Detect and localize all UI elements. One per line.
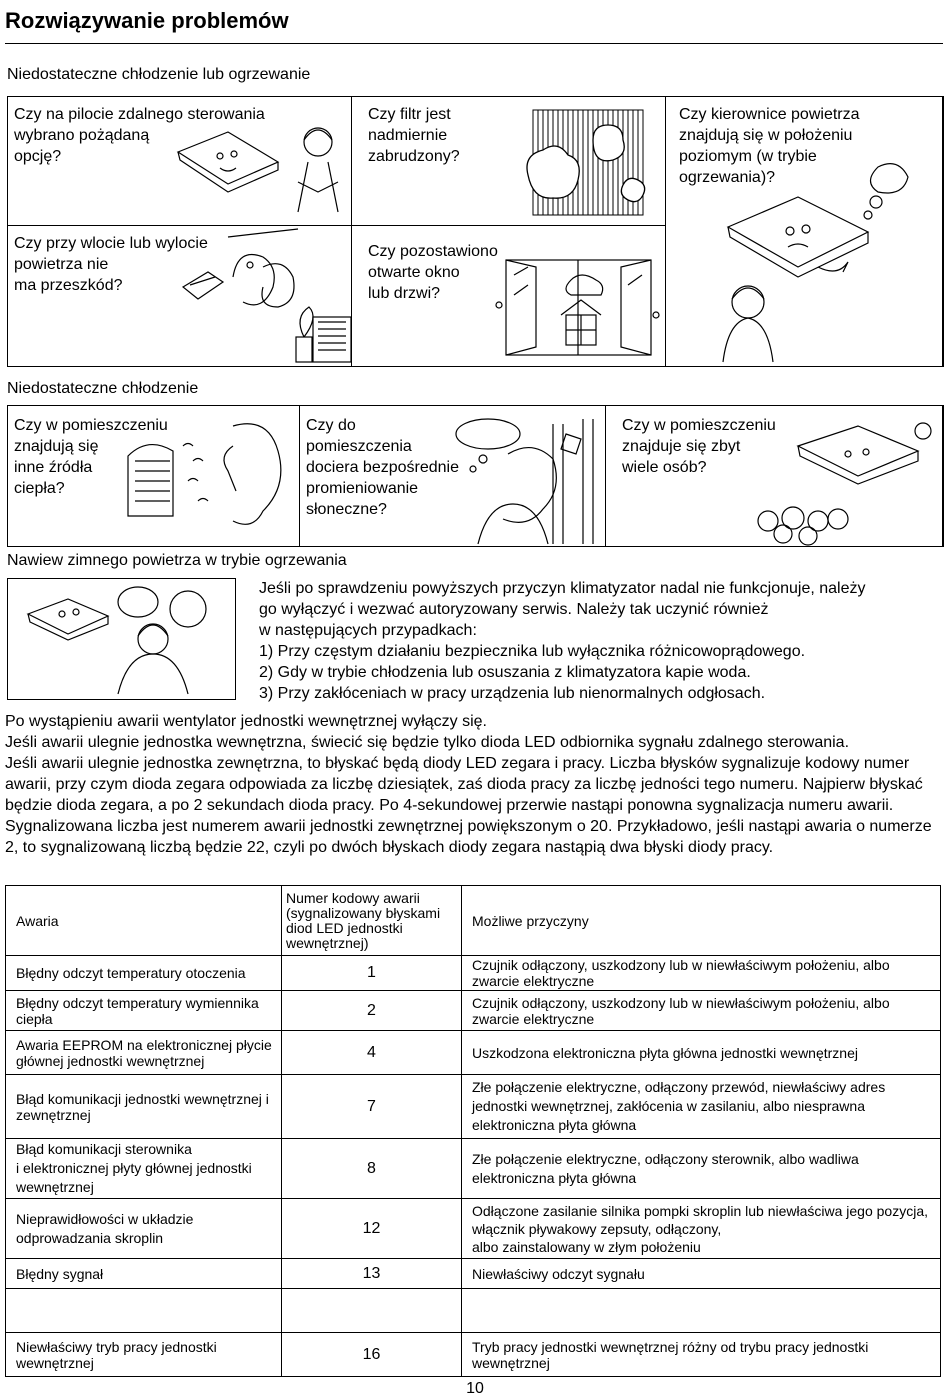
question-sunlight: Czy do pomieszczenia dociera bezpośrednie promieniowanie słoneczne? [306, 417, 459, 518]
code-cell: 1 [282, 956, 462, 991]
code-cell: 8 [282, 1139, 462, 1199]
code-cell: 13 [282, 1259, 462, 1289]
page-number: 10 [466, 1380, 484, 1397]
obstruction-illustration [178, 237, 353, 367]
code-cell: 4 [282, 1031, 462, 1075]
header-fault: Awaria [6, 886, 282, 956]
table-row [6, 1139, 941, 1199]
fault-cell: Niewłaściwy tryb pracy jednostki wewnętrznej [6, 1333, 282, 1377]
service-instructions [259, 578, 949, 704]
cause-cell: Odłączone zasilanie silnika pompki skroplin lub niewłaściwa jego pozycja, włącznik pływakowy zepsuty, odłączony, albo zainstalowany w złym położeniu [462, 1199, 941, 1259]
fault-cell: Błąd komunikacji sterownika i elektronicznej płyty głównej jednostki wewnętrznej [6, 1139, 282, 1199]
crowd-illustration [738, 426, 938, 546]
question-window: Czy pozostawiono otwarte okno lub drzwi? [368, 243, 498, 302]
section-heading-cold-air-heating: Nawiew zimnego powietrza w trybie ogrzewania [7, 552, 347, 569]
remote-person-illustration [168, 112, 348, 222]
fault-cell: Błędny sygnał [6, 1259, 282, 1289]
header-code: Numer kodowy awarii (sygnalizowany błyskami diod LED jednostki wewnętrznej) [282, 886, 462, 956]
troubleshoot-grid-2 [7, 405, 943, 547]
fault-cell: Awaria EEPROM na elektronicznej płycie głównej jednostki wewnętrznej [6, 1031, 282, 1075]
fault-cell [6, 1289, 282, 1333]
table-row [6, 991, 941, 1031]
service-line: 1) Przy częstym działaniu bezpiecznika lub wyłącznika różnicowoprądowego. [259, 643, 806, 660]
code-cell: 16 [282, 1333, 462, 1377]
service-line: 2) Gdy w trybie chłodzenia lub osuszania z klimatyzatora kapie woda. [259, 664, 751, 681]
question-obstruction: Czy przy wlocie lub wylocie powietrza nie ma przeszkód? [14, 235, 208, 294]
cause-cell [462, 1289, 941, 1333]
cell-cold-air [7, 578, 236, 700]
fault-signalling-paragraph: Po wystąpieniu awarii wentylator jednostki wewnętrznej wyłączy się. Jeśli awarii ulegnie jednostka wewnętrzna, świecić się będzie tylko dioda LED odbiornika sygnału zdalnego sterowania. Jeśli awarii ulegnie jednostka zewnętrzna, to błyskać będą diody LED zegara i pracy. Liczba błysków sygnalizuje kodowy numer awarii, przy czym dioda zegara odpowiada za liczbę dziesiątek, zaś dioda pracy za liczbę jedności tego numeru. Najpierw błyskać będzie dioda zegara, a po 2 sekundach dioda pracy. Po 4-sekundowej przerwie nastąpi ponowna sygnalizacja numeru awarii. Sygnalizowana liczba jest numerem awarii jednostki zewnętrznej powiększonym o 20. Przykładowo, jeśli nastąpi awaria o numerze 2, to sygnalizowaną liczbą będzie 22, czyli po dwóch błyskach diody zegara nastąpią dwa błyski diody pracy. [5, 713, 932, 856]
fault-cell: Błąd komunikacji jednostki wewnętrznej i zewnętrznej [6, 1075, 282, 1139]
service-line: go wyłączyć i wezwać autoryzowany serwis. Należy tak uczynić również [259, 601, 769, 618]
service-line: w następujących przypadkach: [259, 622, 477, 639]
cold-air-person-illustration [18, 584, 228, 696]
fault-code-table [5, 885, 941, 1377]
question-remote: Czy na pilocie zdalnego sterowania wybrano pożądaną opcję? [14, 106, 265, 165]
question-filter: Czy filtr jest nadmiernie zabrudzony? [368, 106, 460, 165]
page-title: Rozwiązywanie problemów [5, 8, 289, 33]
question-heat-sources: Czy w pomieszczeniu znajdują się inne źródła ciepła? [14, 417, 168, 497]
table-row [6, 1199, 941, 1259]
cause-cell: Niewłaściwy odczyt sygnału [462, 1259, 941, 1289]
table-row [6, 1259, 941, 1289]
section-heading-cooling: Niedostateczne chłodzenie [7, 380, 199, 397]
cause-cell: Czujnik odłączony, uszkodzony lub w niewłaściwym położeniu, albo zwarcie elektryczne [462, 956, 941, 991]
code-cell [282, 1289, 462, 1333]
service-line: 3) Przy zakłóceniach w pracy urządzenia lub nienormalnych odgłosach. [259, 685, 766, 702]
cause-cell: Uszkodzona elektroniczna płyta główna jednostki wewnętrznej [462, 1031, 941, 1075]
heater-person-illustration [123, 416, 293, 536]
service-line: Jeśli po sprawdzeniu powyższych przyczyn klimatyzator nadal nie funkcjonuje, należy [259, 580, 866, 597]
table-row [6, 956, 941, 991]
code-cell: 12 [282, 1199, 462, 1259]
cause-cell: Tryb pracy jednostki wewnętrznej różny od trybu pracy jednostki wewnętrznej [462, 1333, 941, 1377]
open-window-illustration [496, 255, 661, 360]
question-louvres: Czy kierownice powietrza znajdują się w położeniu poziomym (w trybie ogrzewania)? [679, 106, 860, 186]
table-row [6, 1333, 941, 1377]
troubleshoot-grid-1 [7, 96, 943, 367]
table-row-empty [6, 1289, 941, 1333]
cause-cell: Złe połączenie elektryczne, odłączony przewód, niewłaściwy adres jednostki wewnętrznej, zakłócenia w zasilaniu, albo niesprawna elektroniczna płyta główna [462, 1075, 941, 1139]
sunlight-person-illustration [448, 414, 603, 544]
section-heading-cooling-heating: Niedostateczne chłodzenie lub ogrzewanie [7, 66, 311, 83]
table-header-row [6, 886, 941, 956]
code-cell: 7 [282, 1075, 462, 1139]
fault-cell: Błędny odczyt temperatury wymiennika ciepła [6, 991, 282, 1031]
fault-cell: Nieprawidłowości w układzie odprowadzania skroplin [6, 1199, 282, 1259]
cause-cell: Czujnik odłączony, uszkodzony lub w niewłaściwym położeniu, albo zwarcie elektryczne [462, 991, 941, 1031]
fault-cell: Błędny odczyt temperatury otoczenia [6, 956, 282, 991]
header-causes: Możliwe przyczyny [462, 886, 941, 956]
dirty-filter-illustration [518, 105, 658, 220]
table-row [6, 1031, 941, 1075]
louvre-person-illustration [708, 187, 938, 367]
table-row [6, 1075, 941, 1139]
question-people: Czy w pomieszczeniu znajduje się zbyt wiele osób? [622, 417, 776, 476]
code-cell: 2 [282, 991, 462, 1031]
title-rule [5, 43, 943, 44]
cause-cell: Złe połączenie elektryczne, odłączony sterownik, albo wadliwa elektroniczna płyta główna [462, 1139, 941, 1199]
